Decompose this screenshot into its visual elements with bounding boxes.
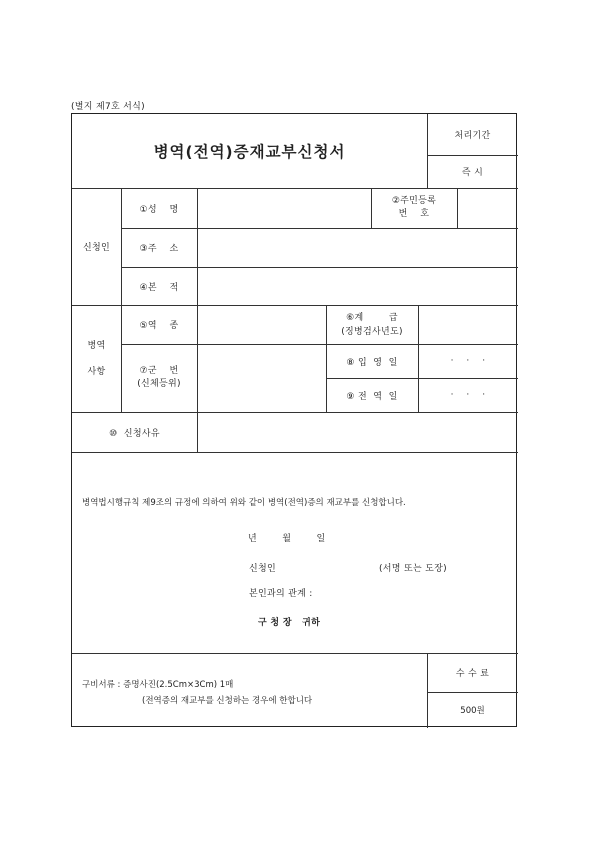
form-title: 병역(전역)증재교부신청서: [153, 143, 346, 161]
discharge-date-label: ⑨ 전 역 일: [346, 391, 398, 402]
rrn-field[interactable]: [458, 189, 517, 227]
processing-period-value: 즉 시: [461, 168, 484, 178]
service-branch-label: ⑤역 종: [139, 321, 179, 331]
form-code: (별지 제7호 서식): [71, 102, 145, 112]
domicile-label: ④본 적: [139, 282, 179, 293]
required-documents: 구비서류 : 증명사진(2.5Cm×3Cm) 1매: [82, 680, 234, 690]
required-documents-note: (전역증의 재교부를 신청하는 경우에 한합니다: [142, 696, 313, 706]
name-label: ①성 명: [139, 204, 179, 215]
relation-label: 본인과의 관계 :: [249, 589, 313, 599]
rrn-label-line1: ②주민등록: [391, 196, 437, 206]
applicant-section-label: 신청인: [83, 243, 110, 253]
reason-label: ⑩ 신청사유: [109, 428, 160, 439]
name-field[interactable]: [198, 189, 370, 227]
fee-value: 500원: [460, 706, 485, 716]
serial-number-label: [121, 344, 197, 412]
divider: [72, 452, 518, 453]
processing-period-label: 처리기간: [454, 131, 491, 141]
fee-label: 수 수 료: [455, 669, 490, 679]
signature-note: (서명 또는 도장): [379, 564, 447, 574]
application-date: 년 월 일: [248, 534, 326, 544]
service-section-line2: 사항: [87, 366, 106, 377]
application-form: [71, 113, 517, 727]
service-section-line1: 병역: [87, 340, 106, 351]
rank-field[interactable]: [419, 306, 517, 343]
rrn-label: [371, 188, 457, 228]
relation-field[interactable]: [322, 583, 422, 599]
rank-label: [326, 305, 418, 344]
rank-label-line1: ⑥계 급: [346, 312, 398, 323]
serial-number-field[interactable]: [198, 345, 325, 411]
service-section-label: [72, 305, 121, 412]
serial-label-line1: ⑦군 번: [139, 366, 179, 376]
serial-label-line2: (신체등위): [137, 379, 181, 389]
enlistment-date-label: ⑧ 입 영 일: [346, 357, 398, 368]
rank-label-line2: (징병검사년도): [341, 326, 403, 337]
declaration-text: 병역법시행규칙 제9조의 규정에 의하여 위와 같이 병역(전역)증의 재교부를 신청합니다.: [82, 498, 406, 508]
enlistment-date-field[interactable]: · · ·: [450, 356, 486, 366]
discharge-date-field[interactable]: · · ·: [450, 390, 486, 400]
signer-field[interactable]: [287, 558, 377, 574]
recipient: 구 청 장 귀하: [258, 618, 321, 628]
service-branch-field[interactable]: [198, 306, 325, 343]
address-label: ③주 소: [139, 244, 179, 254]
signer-label: 신청인: [249, 564, 276, 574]
reason-field[interactable]: [198, 413, 517, 451]
domicile-field[interactable]: [198, 268, 517, 304]
rrn-label-line2: 번 호: [398, 209, 430, 219]
address-field[interactable]: [198, 229, 517, 266]
